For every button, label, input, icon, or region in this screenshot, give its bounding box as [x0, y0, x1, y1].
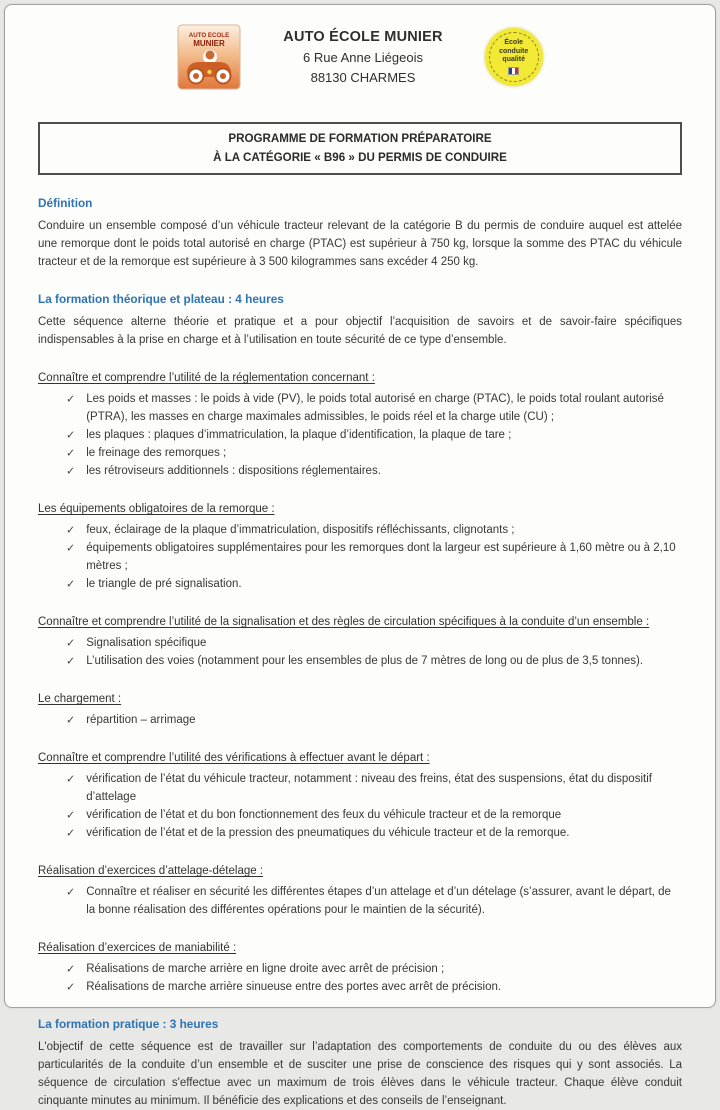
list-item-text: vérification de l’état du véhicule tracteur, notamment : niveau des freins, état des suspensions, état du dispositif d’attelage: [86, 773, 652, 803]
list-title: Connaître et comprendre l’utilité de la réglementation concernant :: [38, 372, 375, 384]
document-header: [5, 5, 715, 93]
svg-text:AUTO ECOLE: AUTO ECOLE: [189, 32, 230, 39]
list-item: [38, 390, 682, 426]
list-section: [38, 750, 682, 842]
list-item-text: L’utilisation des voies (notamment pour les ensembles de plus de 7 mètres de long ou de plus de 3,5 tonnes).: [86, 655, 644, 667]
check-icon: ✓: [66, 963, 76, 976]
list-section: [38, 691, 682, 729]
list-item-text: répartition – arrimage: [86, 714, 196, 726]
svg-text:MUNIER: MUNIER: [193, 39, 226, 48]
check-list: [38, 634, 682, 670]
list-title: Le chargement :: [38, 693, 122, 705]
check-list: [38, 960, 682, 996]
list-item-text: Connaître et réaliser en sécurité les différentes étapes d’un attelage et d’un dételage (s’assurer, avant le départ, de la bonne réalisation des différentes opérations pour le maintien de la sécurité).: [86, 886, 671, 916]
list-item-text: vérification de l’état et de la pression des pneumatiques du véhicule tracteur et de la remorque.: [86, 827, 570, 839]
title-line-1: PROGRAMME DE FORMATION PRÉPARATOIRE: [228, 132, 492, 145]
document-content: [5, 122, 715, 1110]
check-icon: ✓: [66, 655, 76, 668]
check-list: [38, 770, 682, 842]
quality-label-badge-icon: [485, 28, 543, 86]
list-item: [38, 960, 682, 978]
list-item-text: Réalisations de marche arrière sinueuse entre des portes avec arrêt de précision.: [86, 981, 502, 993]
check-icon: ✓: [66, 465, 76, 478]
check-icon: ✓: [66, 773, 76, 786]
list-item: [38, 770, 682, 806]
list-item: [38, 521, 682, 539]
list-title: Réalisation d’exercices de maniabilité :: [38, 942, 237, 954]
list-item-text: équipements obligatoires supplémentaires pour les remorques dont la largeur est supérieure à 1,60 mètre ou à 2,10 mètres ;: [86, 542, 676, 572]
list-item: [38, 444, 682, 462]
check-icon: ✓: [66, 637, 76, 650]
list-item-text: le triangle de pré signalisation.: [86, 578, 242, 590]
check-icon: ✓: [66, 714, 76, 727]
check-icon: ✓: [66, 578, 76, 591]
list-item-text: feux, éclairage de la plaque d’immatriculation, dispositifs réfléchissants, clignotants ;: [86, 524, 515, 536]
badge-line-1: École: [504, 38, 524, 46]
list-item-text: Les poids et masses : le poids à vide (PV), le poids total autorisé en charge (PTAC), le poids total roulant autorisé (PTRA), les masses en charge maximales admissibles, le poids réel et la charge utile (CU) ;: [86, 393, 664, 423]
section-heading: La formation pratique : 3 heures: [38, 1017, 219, 1031]
check-list: [38, 521, 682, 593]
paragraph: L'objectif de cette séquence est de travailler sur l’adaptation des comportements de conduite du ou des élèves aux particularités de la conduite d’un ensemble et de susciter une prise de conscience des risques qui y sont associés. La séquence de circulation s'effectue avec un maximum de trois élèves dans le véhicule tracteur. Chaque élève conduit cinquante minutes au minimum. Il bénéficie des explications et des conseils de l’enseignant.: [38, 1041, 682, 1107]
paragraph: Cette séquence alterne théorie et pratique et a pour objectif l’acquisition de savoirs et de savoir-faire spécifiques indispensables à la prise en charge et à l’utilisation en toute sécurité de ce type d’ensemble.: [38, 316, 682, 346]
list-item: [38, 652, 682, 670]
list-item-text: vérification de l’état et du bon fonctionnement des feux du véhicule tracteur et de la remorque: [86, 809, 562, 821]
list-title: Connaître et comprendre l’utilité des vérifications à effectuer avant le départ :: [38, 752, 430, 764]
section-heading: La formation théorique et plateau : 4 heures: [38, 292, 284, 306]
list-title: Connaître et comprendre l’utilité de la signalisation et des règles de circulation spécifiques à la conduite d’un ensemble :: [38, 616, 650, 628]
list-item: [38, 539, 682, 575]
list-section: [38, 370, 682, 480]
list-item-text: le freinage des remorques ;: [86, 447, 227, 459]
list-item: [38, 978, 682, 996]
school-info: [283, 28, 442, 85]
badge-line-2: conduite: [499, 47, 529, 55]
auto-ecole-munier-logo-icon: [177, 24, 241, 90]
list-item-text: les plaques : plaques d’immatriculation, la plaque d’identification, la plaque de tare ;: [86, 429, 512, 441]
list-section: [38, 501, 682, 593]
check-icon: ✓: [66, 981, 76, 994]
list-item-text: Signalisation spécifique: [86, 637, 207, 649]
document-body: [38, 196, 682, 1110]
list-title: Les équipements obligatoires de la remorque :: [38, 503, 275, 515]
school-address-street: 6 Rue Anne Liégeois: [303, 50, 423, 66]
check-icon: ✓: [66, 827, 76, 840]
list-item: [38, 806, 682, 824]
check-list: [38, 390, 682, 480]
check-list: [38, 711, 682, 729]
list-item: [38, 824, 682, 842]
check-list: [38, 883, 682, 919]
list-item: [38, 426, 682, 444]
title-box: [38, 122, 682, 175]
list-section: [38, 614, 682, 670]
check-icon: ✓: [66, 809, 76, 822]
check-icon: ✓: [66, 447, 76, 460]
list-item: [38, 462, 682, 480]
check-icon: ✓: [66, 542, 76, 555]
list-item: [38, 575, 682, 593]
check-icon: ✓: [66, 393, 76, 406]
french-flag-icon: [508, 67, 519, 75]
title-line-2: À LA CATÉGORIE « B96 » DU PERMIS DE CONDUIRE: [213, 151, 507, 164]
list-title: Réalisation d’exercices d’attelage-dételage :: [38, 865, 264, 877]
school-name: AUTO ÉCOLE MUNIER: [283, 29, 443, 46]
check-icon: ✓: [66, 886, 76, 899]
list-section: [38, 940, 682, 996]
list-section: [38, 863, 682, 919]
badge-line-3: qualité: [502, 56, 525, 64]
scanned-page: [4, 4, 716, 1107]
paragraph: Conduire un ensemble composé d’un véhicule tracteur relevant de la catégorie B du permis de conduire auquel est attelée une remorque dont le poids total autorisé en charge (PTAC) est supérieur à 750 kg, lorsque la somme des PTAC du véhicule tracteur et de la remorque est supérieure à 3 500 kilogrammes sans excéder 4 250 kg.: [38, 220, 682, 268]
check-icon: ✓: [66, 524, 76, 537]
check-icon: ✓: [66, 429, 76, 442]
list-item-text: Réalisations de marche arrière en ligne droite avec arrêt de précision ;: [86, 963, 445, 975]
list-item: [38, 711, 682, 729]
list-item-text: les rétroviseurs additionnels : dispositions réglementaires.: [86, 465, 381, 477]
list-item: [38, 883, 682, 919]
section-heading: Définition: [38, 196, 93, 210]
school-address-city: 88130 CHARMES: [310, 69, 416, 85]
list-item: [38, 634, 682, 652]
